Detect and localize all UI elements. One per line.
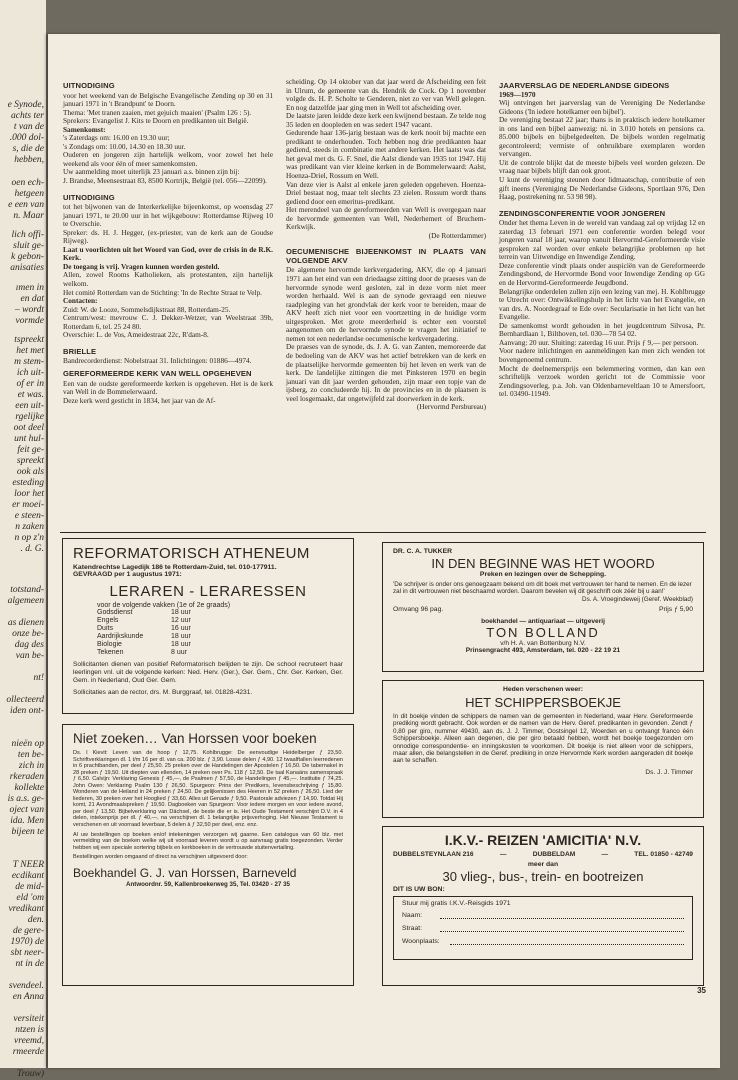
previous-page-edge <box>0 0 46 1079</box>
edge-line: algemeen <box>7 596 44 606</box>
ad-subheading: voor de volgende vakken (1e of 2e graads) <box>97 602 231 609</box>
ad-quote-source: Ds. A. Vroegindeweij (Geref. Weekblad) <box>582 595 693 603</box>
edge-line: e Synode, <box>7 100 44 110</box>
edge-line: . d. G. <box>20 544 44 554</box>
subject-hours: 18 uur <box>171 609 191 616</box>
ad-address-separator: — <box>601 851 609 858</box>
edge-line: het met <box>16 346 44 356</box>
edge-line: – wordt <box>15 305 44 315</box>
paragraph: Wij ontvingen het jaarverslag van de Vereniging De Nederlandse Gideons ('In iedere hotelkamer een bijbel'). <box>499 98 705 116</box>
paragraph: Het comité Rotterdam van de Stichting: 'In de Rechte Straat te Velp. <box>63 287 262 297</box>
ad-shop-address: Prinsengracht 493, Amsterdam, tel. 020 - 22 19 21 <box>465 646 621 654</box>
edge-line: iden ont- <box>9 706 44 716</box>
paragraph: Voor nadere inlichtingen en aanmeldingen kan men zich wenden tot bovengenoemd centrum. <box>499 346 705 364</box>
edge-line <box>0 607 44 618</box>
edge-line: oot deel <box>13 423 44 433</box>
heading-zendingsconferentie: ZENDINGSCONFERENTIE VOOR JONGEREN <box>499 208 666 218</box>
edge-line: ten be- <box>17 750 44 760</box>
ad-author: DR. C. A. TUKKER <box>393 548 453 555</box>
subject-name: Duits <box>97 625 113 632</box>
edge-line: een uit- <box>15 401 44 411</box>
ad-gevraagd: GEVRAAGD per 1 augustus 1971: <box>73 571 182 578</box>
edge-line: T NEER <box>12 860 44 870</box>
ad-body: Bestellingen worden omgaand of direct na verschijnen uitgevoerd door: <box>73 854 248 861</box>
edge-line: ida. Men <box>10 816 44 826</box>
edge-line: 1970) de <box>10 937 44 947</box>
edge-line: n. Maar <box>13 211 44 221</box>
subject-name: Engels <box>97 617 119 624</box>
edge-line: er moei- <box>12 500 44 510</box>
ad-body: In dit boekje vinden de schippers de namen van de gemeenten in Nederland, waar Herv. Gereformeerde prediking wordt gebracht. Ook worden er de namen van de Herv. Geref. predikanten in gevonden. Zendt ƒ 0,80 per giro, nummer 49430, aan ds. J. J. Timmer, Oostsingel 12, Woerden en u ontvangt franco één Schippersboekje. Alleen aan degenen, die per giro betaald hebben, wordt het boekje toegezonden om onnodige correspondentie- en inningskosten te voorkomen. Dit boekje is niet alleen voor de schippers, maar allen, die belangstellen in de Geref. prediking in onze Hervormde Kerk worden aangeraden dit boekje aan te schaffen. <box>393 713 693 765</box>
edge-line: sbt neer- <box>10 948 44 958</box>
paragraph: voor het weekend van de Belgische Evangelische Zending op 30 en 31 januari 1971 in 't Brandpunt' te Doorn. <box>63 90 273 109</box>
ad-schippersboekje <box>382 680 704 818</box>
paragraph: Laat u voorlichten uit het Woord van God, over de crisis in de R.K. Kerk. <box>63 244 273 263</box>
edge-line: en dat <box>20 294 44 304</box>
edge-line <box>0 1003 44 1014</box>
paragraph: Spreker: ds. H. J. Hegger, (ex-priester, van de kerk aan de Goudse Rijweg). <box>63 227 273 246</box>
coupon-row-name <box>402 912 684 919</box>
ad-kicker: Heden verschenen weer: <box>502 686 584 693</box>
edge-line: spreekt <box>16 456 44 466</box>
heading-uitnodiging-2: UITNODIGING <box>63 192 115 202</box>
paragraph: U kunt de vereniging steunen door lidmaatschap, contributie of een gift ineens (Vereniging De Nederlandse Gideons, Sportlaan 976, Den Haag, postrekening nr. 53 98 98). <box>499 175 705 202</box>
years: 1969—1970 <box>499 89 536 99</box>
ad-address-street: DUBBELSTEYNLAAN 216 <box>393 851 474 858</box>
paragraph: Sprekers: Evangelist J. Kits te Doorn en predikanten uit België. <box>63 116 249 126</box>
subject-name: Biologie <box>97 641 122 648</box>
edge-line: ecdikant <box>11 871 44 881</box>
paragraph: Van deze vier is Aalst al enkele jaren geleden opgeheven. Hoenza-Driel bestaat nog, maar telt slechts 23 zielen. Rossum wordt thans gediend door een emeritus-predikant. <box>286 179 486 206</box>
edge-line: en Anna <box>12 992 44 1002</box>
paragraph: 's Zondags om: 10.00, 14.30 en 18.30 uur. <box>63 141 186 151</box>
paragraph: Deze conferentie vindt plaats onder auspiciën van de Gereformeerde Zendingsbond, de Hervormde Bond voor Inwendige Zending op GG en de Hervormd-Gereformeerde Jeugdbond. <box>499 260 705 288</box>
edge-line: versiteit <box>13 1014 44 1024</box>
edge-line: as dienen <box>7 618 44 628</box>
paragraph: Onder het thema Leven in de wereld van vandaag zal op vrijdag 12 en zaterdag 13 februari 1971 een conferentie worden belegd voor jongeren vanaf 18 jaar, waarop vanuit Hervormd-Gereformeerde visie gesproken zal worden over enkele belangrijke problemen op het terrein van Uitwendige en Inwendige Zending. <box>499 218 705 262</box>
ad-title: HET SCHIPPERSBOEKJE <box>465 695 621 710</box>
paragraph: Ouderen en jongeren zijn hartelijk welkom, voor zowel het hele weekend als voor één of meer samenkomsten. <box>63 150 273 168</box>
edge-line: e een van <box>8 200 44 210</box>
divider <box>60 532 706 533</box>
paragraph: Uw aanmelding moet uiterlijk 23 januari a.s. binnen zijn bij: <box>63 167 240 177</box>
subject-name: Godsdienst <box>97 609 133 616</box>
edge-line: oject van <box>9 805 44 815</box>
paragraph: Belangrijke onderdelen zullen zijn een lezing van mej. H. Kohlbrugge te Utrecht over: Ontwikkelingshulp in het licht van het Evangelie, en van drs. A. Noordegraaf te Ede over: Secularisatie in het licht van het Evangelie. <box>499 286 705 322</box>
paragraph: Een van de oudste gereformeerde kerken is opgeheven. Het is de kerk van Well in de Bommelerwaard. <box>63 378 273 397</box>
ad-heading: LERAREN - LERARESSEN <box>109 583 307 600</box>
paragraph: De vereniging bestaat 22 jaar; thans is in praktisch iedere hotelkamer in ons land een bijbel aanwezig: ni. in 3.010 hotels en pensions ca. 85.000 bijbels en bijbelgedeelten. De bijbels worden regelmatig gecontroleerd; vermiste of onbruikbare exemplaren worden vervangen. <box>499 115 705 159</box>
ad-subtitle: Preken en lezingen over de Schepping. <box>479 571 607 578</box>
edge-block-1 <box>0 100 44 166</box>
subjects-list <box>73 609 343 657</box>
edge-block-5 <box>0 335 44 500</box>
paragraph: De laatste jaren leidde deze kerk een kwijnend bestaan. Ze telde nog 35 leden en doopleden en was sedert 1947 vacant. <box>286 111 486 129</box>
paragraph: Thema: 'Met tranen zaaien, met gejuich maaien' (Psalm 126 : 5). <box>63 107 252 117</box>
ad-price: Prijs ƒ 5,90 <box>658 605 693 613</box>
edge-line <box>0 970 44 981</box>
subject-hours: 16 uur <box>171 625 191 632</box>
edge-block-4 <box>0 283 44 327</box>
subject-hours: 18 uur <box>171 633 191 640</box>
ad-shop-owner: v/h H. A. van Bottenburg N.V. <box>500 639 586 647</box>
paragraph: Centrum/west: mevrouw C. J. Dekker-Wetzer, van Weelstraat 39b, Rotterdam 6, tel. 25 24 80. <box>63 313 273 331</box>
heading-uitnodiging-1: UITNODIGING <box>63 81 115 90</box>
subject-row <box>97 641 343 649</box>
paragraph: Gedurende haar 136-jarig bestaan was de kerk nooit bij machte een predikant te onderhouden. Toch hebben nog drie predikanten haar gediend, steeds in combinatie met andere kerken. Het laatst was dat het geval met ds. G. F. Snel, die Aalst diende van 1935 tot 1947. Hij was predikant van vier kleine kerken in de Bommelerwaard: Aalst, Hoenza-Driel, Rossum en Well. <box>286 128 486 181</box>
edge-block-3 <box>0 230 44 274</box>
ad-meer: meer dan <box>527 861 559 868</box>
edge-line <box>0 662 44 673</box>
paragraph: Uit de controle blijkt dat de meeste bijbels veel worden gelezen. De vraag naar bijbels blijft dan ook groot. <box>499 157 705 176</box>
edge-line: ook als <box>16 467 44 477</box>
coupon-row-street <box>402 925 684 932</box>
middle-column <box>286 78 486 412</box>
subject-hours: 12 uur <box>171 617 191 624</box>
paragraph: J. Brandse, Meensestraat 83, 8500 Kortrijk, België (tel. 056—22099). <box>63 176 267 186</box>
heading-gideons: JAARVERSLAG DE NEDERLANDSE GIDEONS <box>499 81 670 90</box>
ad-address-separator: — <box>499 851 507 858</box>
ad-body: Al uw bestellingen op boeken en/of intekeningen verzorgen wij gaarne. Een catalogus van 60 blz. met vermelding van de boeken welke wij uit voorraad leveren wordt u op aanvraag gratis toegezonden. Verder hebben wij een speciale sortering bijbels en kerkboeken in de vertrouwde stuitenvertailing. <box>73 831 343 851</box>
subject-name: Aardrijkskunde <box>97 633 144 640</box>
ad-title: IN DEN BEGINNE WAS HET WOORD <box>431 556 655 571</box>
ad-title: Niet zoeken… Van Horssen voor boeken <box>73 731 317 746</box>
ad-shop-address: Antwoordnr. 59, Kallenbroekerweg 35, Tel. 03420 - 27 35 <box>126 880 290 888</box>
paragraph: Overschie: L. de Vos, Ameidestraat 22c, R'dam-8. <box>63 330 209 340</box>
heading-oecumenische: OECUMENISCHE BIJEENKOMST IN PLAATS VAN VOLGENDE AKV <box>286 247 486 265</box>
ad-footer: Sollicitaties aan de rector, drs. M. Burggraaf, tel. 01828-4231. <box>73 689 253 697</box>
edge-line: ımen in <box>15 283 44 293</box>
ad-ikv-reizen <box>382 826 704 986</box>
page-number: 35 <box>697 986 706 995</box>
edge-line: hebben, <box>14 155 44 165</box>
coupon-city-label: Woonplaats: <box>402 938 440 945</box>
edge-line: oen ech- <box>11 178 44 188</box>
ad-quote: 'De schrijver is onder ons genoegzaam bekend om dit boek met vertrouwen ter hand te nemen. En de lezer zal in dit vertrouwen niet beschaamd worden. Daarom bevelen wij dit geschrift ook zéér bij u aan!' <box>393 581 692 596</box>
right-column <box>499 78 705 399</box>
edge-line: ntzen is <box>15 1025 44 1035</box>
label: Samenkomst: <box>63 124 106 134</box>
subject-hours: 8 uur <box>171 649 187 656</box>
ad-reformatorisch-atheneum <box>62 538 354 714</box>
subject-name: Tekenen <box>97 649 124 656</box>
coupon-name-label: Naam: <box>402 912 423 919</box>
edge-line <box>0 1058 44 1069</box>
edge-block-6 <box>0 500 44 555</box>
coupon-city-field[interactable] <box>450 938 684 945</box>
ad-shop-name: Boekhandel G. J. van Horssen, Barneveld <box>73 865 297 880</box>
ad-meta-row <box>393 606 693 613</box>
ad-title: I.K.V.- REIZEN 'AMICITIA' N.V. <box>444 832 642 848</box>
paragraph: Bandrecorderdienst: Nobelstraat 31. Inlichtingen: 01886—4974. <box>63 356 252 366</box>
edge-line: Trouw) <box>16 1069 44 1079</box>
edge-line: et was. <box>17 390 44 400</box>
edge-line: feit ge- <box>17 445 44 455</box>
edge-line: rgelijke <box>15 412 44 422</box>
edge-line: rkeraden <box>9 772 44 782</box>
paragraph: scheiding. Op 14 oktober van dat jaar werd de Afscheiding een feit in Ulrum, de gemeente van ds. Hendrik de Cock. Op 1 november volgde ds. H. P. Scholte te Genderen, niet zo ver van Well gelegen. En nog datzelfde jaar ging men in Well tot afscheiding over. <box>286 77 486 112</box>
edge-line: m stem- <box>14 357 44 367</box>
ad-headline: 30 vlieg-, bus-, trein- en bootreizen <box>442 869 644 884</box>
edge-line: kollekte <box>14 783 44 793</box>
ad-shop-type: boekhandel — antiquariaat — uitgeverij <box>481 617 605 625</box>
ad-body: Sollicitanten dienen van positief Reformatorisch belijden te zijn. De school recruteert haar leerlingen vnl. uit de volgende kerken: Ned. Herv. (Ger.), Ger. Gem., Chr. Ger. Kerken, Ger. Gem. in Nederland, Oud Ger. Gem. <box>73 661 343 684</box>
edge-line <box>0 717 44 728</box>
edge-line: tspreekt <box>14 335 44 345</box>
ad-omvang: Omvang 96 pag. <box>393 605 444 613</box>
edge-line <box>0 684 44 695</box>
ad-address-phone: TEL. 01850 - 42749 <box>634 851 693 858</box>
edge-line: zich in <box>18 761 44 771</box>
coupon-row-city <box>402 938 684 945</box>
edge-line: k gebon- <box>11 252 44 262</box>
left-column <box>63 78 273 405</box>
edge-line: eld 'om <box>16 893 44 903</box>
edge-line: nt in de <box>15 959 44 969</box>
edge-line: nt! <box>33 673 44 683</box>
edge-line: of er in <box>16 379 44 389</box>
subject-hours: 18 uur <box>171 641 191 648</box>
ad-address: Katendrechtse Lagedijk 186 te Rotterdam-Zuid, tel. 010-177911. <box>73 564 277 571</box>
coupon-form <box>393 896 693 960</box>
subject-row <box>97 625 343 633</box>
edge-line <box>0 728 44 739</box>
ad-address-city: DUBBELDAM <box>532 851 576 858</box>
edge-line: n zaken <box>15 522 44 532</box>
paragraph: De algemene hervormde kerkvergadering, AKV, die op 4 januari 1971 aan het eind van een driedaagse zitting door de praeses van de hervormde synode werd gesloten, zal in deze vorm niet meer worden herhaald. Wel is aan de synode gevraagd een nieuwe raadpleging van het grondvlak der kerk voor te bereiden, maar de AKV heeft zich niet voor een voortzetting in de huidige vorm uitgesproken. Met grote meerderheid is echter een voorstel aangenomen om de hervormde synode te vragen het initiatief te nemen tot een nederlandse oecumenische kerkvergadering. <box>286 265 486 343</box>
paragraph: Zuid: W. de Looze, Sommelsdijkstraat 88, Rotterdam-25. <box>63 304 231 314</box>
ad-signature: Ds. J. J. Timmer <box>645 768 693 776</box>
edge-block-2 <box>0 178 44 222</box>
paragraph: De praeses van de synode, ds. J. A. G. van Zanten, memoreerde dat de bedoeling van de AKV was het actief betrekken van de kerk en de plaatselijke hervormde gemeenten bij het leven en werk van de kerk. De landelijke zittingen die met Pinksteren 1970 en begin januari van dit jaar werden gehouden, zijn maar een topje van de ijsberg, zo concludeerde hij. In de provincies en in de plaatsen is veel losgemaakt, dat ongetwijfeld zal doorwerken in de kerk. <box>286 342 486 403</box>
edge-line: lich offi- <box>11 230 44 240</box>
edge-line: svendeel. <box>8 981 44 991</box>
heading-well: GEREFORMEERDE KERK VAN WELL OPGEHEVEN <box>63 368 252 378</box>
edge-line: s, die de <box>12 144 44 154</box>
paragraph: Aanvang: 20 uur. Sluiting: zaterdag 16 uur. Prijs ƒ 9,— per persoon. <box>499 337 699 347</box>
edge-line: vredikant <box>8 904 44 914</box>
edge-line <box>0 849 44 860</box>
source-credit: (Hervormd Persbureau) <box>416 402 486 412</box>
edge-line: t van de <box>13 122 44 132</box>
edge-line: unt hul- <box>14 434 44 444</box>
edge-block-7 <box>0 585 44 1080</box>
edge-line: esteding <box>12 478 44 488</box>
coupon-street-label: Straat: <box>402 925 423 932</box>
magazine-page <box>48 34 720 1068</box>
ad-coupon-label: DIT IS UW BON: <box>393 886 445 893</box>
edge-line: nieën op <box>11 739 44 749</box>
edge-line: vormde <box>15 316 44 326</box>
heading-brielle: BRIELLE <box>63 346 97 356</box>
coupon-name-field[interactable] <box>440 912 684 919</box>
edge-line: totstand- <box>10 585 44 595</box>
edge-line: dag des <box>14 640 44 650</box>
edge-line: achts ter <box>11 111 44 121</box>
coupon-title: Stuur mij gratis I.K.V.-Reisgids 1971 <box>402 900 511 907</box>
edge-line: van be- <box>15 651 44 661</box>
edge-line: de mid- <box>15 882 44 892</box>
edge-line: is a.s. ge- <box>7 794 44 804</box>
edge-line: hetgeen <box>14 189 44 199</box>
paragraph: tot het bijwonen van de Interkerkelijke bijeenkomst, op woensdag 27 januari 1971, te 20.00 uur in het wijkgebouw: Rotterdamse Rijweg 10 te Overschie. <box>63 202 273 229</box>
edge-line: sluit ge- <box>13 241 44 251</box>
paragraph: De samenkomst wordt gehouden in het jeugdcentrum Silvosa, Pr. Bernhardlaan 1, Bilthoven, tel. 030—78 54 02. <box>499 320 705 339</box>
ad-van-horssen <box>62 724 354 986</box>
paragraph: De toegang is vrij. Vragen kunnen worden gesteld. <box>63 261 220 271</box>
paragraph: 's Zaterdags om: 16.00 en 19.30 uur; <box>63 133 170 143</box>
paragraph: Allen, zowel Rooms Katholieken, als protestanten, zijn hartelijk welkom. <box>63 270 273 289</box>
paragraph: Deze kerk werd gesticht in 1834, het jaar van de Af- <box>63 395 216 405</box>
edge-line: anisaties <box>10 263 44 273</box>
edge-line: loor het <box>14 489 44 499</box>
subject-row <box>97 617 343 625</box>
edge-line: .000 dol- <box>9 133 44 143</box>
edge-line: e steen- <box>14 511 44 521</box>
paragraph: Het merendeel van de gereformeerden van Well is overgegaan naar de hervormde gemeenten van Well, Nederhemert of Bruchem-Kerkwijk. <box>286 205 486 232</box>
ad-address-row <box>393 851 693 858</box>
edge-line <box>0 838 44 849</box>
ad-shop-name: TON BOLLAND <box>486 624 600 640</box>
subject-row <box>97 633 343 641</box>
source-credit: (De Rotterdammer) <box>428 230 486 240</box>
label: Contacten: <box>63 296 98 306</box>
edge-line: rmeerde <box>12 1047 44 1057</box>
edge-line: bijeen te <box>11 827 44 837</box>
paragraph: Mocht de deelnemersprijs een belemmering vormen, dan kan een schriftelijk verzoek worden gericht tot de Commissie voor Zendingsoverleg, p.a. Joh. van Oldenbarneveltlaan 10 te Amersfoort, tel. 03490-11949. <box>499 363 705 399</box>
edge-line: de gere- <box>12 926 44 936</box>
edge-line: den. <box>27 915 44 925</box>
edge-line: ollecteerd <box>6 695 44 705</box>
edge-line: n op z'n <box>14 533 44 543</box>
edge-line: ich uit- <box>16 368 44 378</box>
subject-row <box>97 609 343 617</box>
edge-line: onze be- <box>12 629 44 639</box>
ad-ton-bolland <box>382 542 704 672</box>
ad-body: Ds. I Kievit: Leven van de hoop ƒ 12,75. Kohlbrugge: De eenvoudige Heidelberger ƒ 23,50. Schriftverklaringen dl. 1 t/m 16 per dl. van ca. 200 blz. ƒ 3,90. Losse delen ƒ 4,90. 12 twaalftallen leerredenen in 6 prachtbanden, per deel ƒ 25,50. 25 preken over de Handelingen der Apostelen ƒ 16,50. De tabernakel in 28 preken ƒ 19,50. Uit diepten van ellenden, 14 preken over Ps. 118 ƒ 12,50. De taal Kanaäns samenspraak ƒ 6,50. Calvijn: Verklaring Genesis ƒ 45,—, de Psalmen ƒ 57,50, de Handelingen ƒ 45,—. Institutie ƒ 74,25. John Owen: Verklaring Psalm 130 ƒ 26,50. Spurgeon: Prins der Predikers, levensbeschrijving ƒ 15,80. Wonderen van de Heiland in 24 preken ƒ 24,50. De gelijkenissen des Heeren in 52 preken ƒ 26,50. Lied der liederen, 30 preken over het Hooglied ƒ 33,60. Alles uit Genade ƒ 9,50. Pastorale adviezen ƒ 14,90. Totdat Hij komt, 21 Avondmaalspreken ƒ 19,50. Dagboeken van Spurgeon: Voor iedere morgen en voor iedere avond, per deel ƒ 13,50. Bijbelverklaring van Dächsel, de beste die er is. Het Oude Testament verschijnt D.V. in 4 delen, intekenprijs per dl. ƒ 40,—, na verschijnen dl. 1 belangrijke prijsverhoging. Het Nieuwe Testament is verschenen en uit voorraad leverbaar, 5 delen à ƒ 32,50 per deel, enz. enz. <box>73 750 343 829</box>
edge-line: vreemd, <box>14 1036 44 1046</box>
ad-title: REFORMATORISCH ATHENEUM <box>73 545 310 562</box>
subject-row <box>97 649 343 657</box>
coupon-street-field[interactable] <box>440 925 684 932</box>
